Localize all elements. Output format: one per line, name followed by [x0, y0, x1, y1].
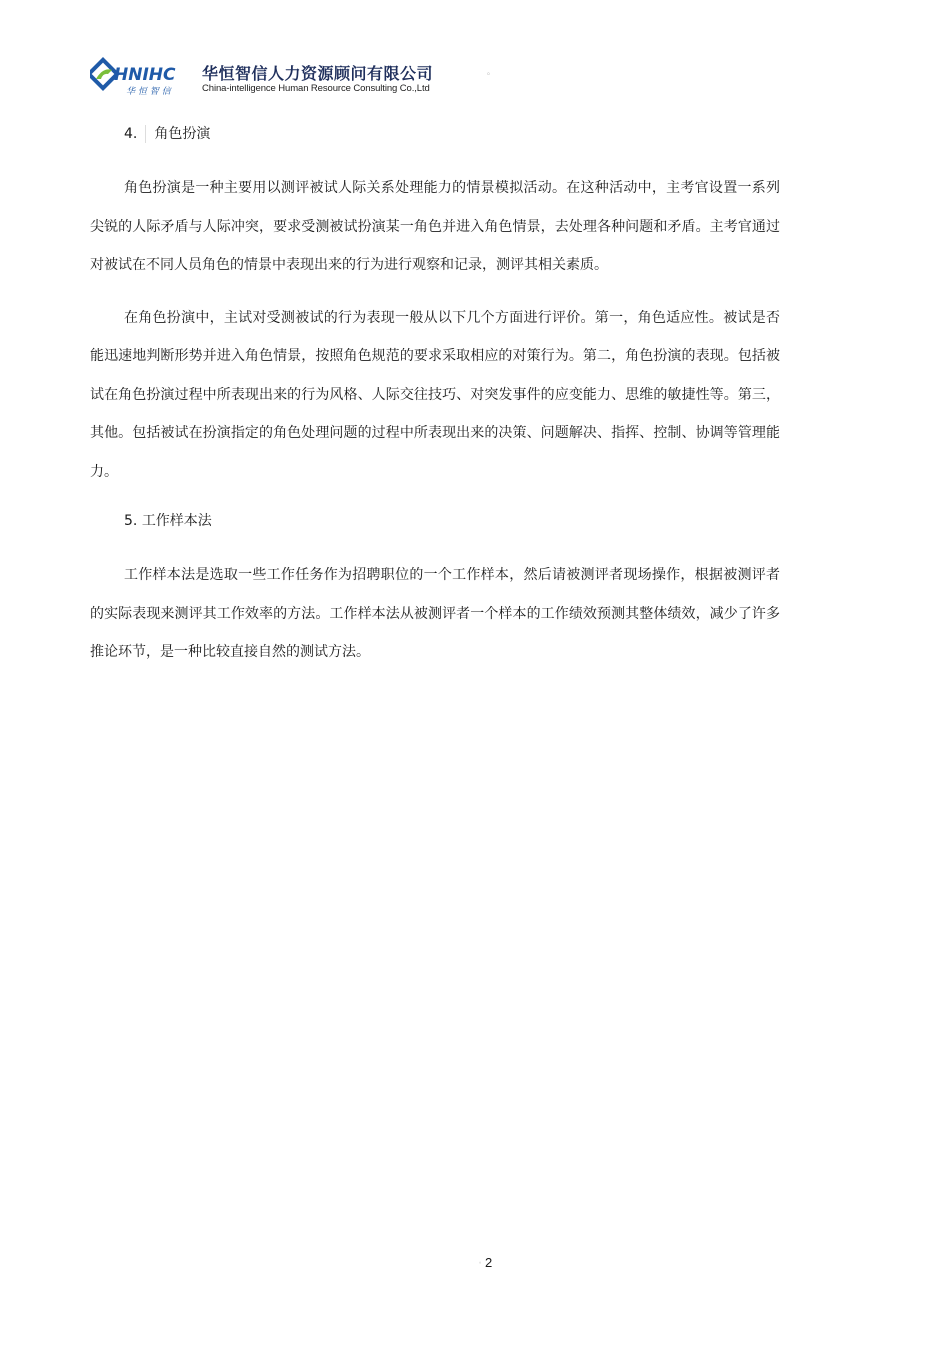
- company-logo-icon: [90, 57, 198, 99]
- document-body: [90, 118, 780, 672]
- company-name-cn: 华恒智信人力资源顾问有限公司: [202, 64, 434, 83]
- footer-mark: 。: [479, 1258, 486, 1265]
- page-header: [90, 57, 510, 99]
- section-number: 4.: [124, 125, 146, 143]
- paragraph: 工作样本法是选取一些工作任务作为招聘职位的一个工作样本，然后请被测评者现场操作，根据被测评者的实际表现来测评其工作效率的方法。工作样本法从被测评者一个样本的工作绩效预测其整体绩效，减少了许多推论环节，是一种比较直接自然的测试方法。: [90, 567, 780, 660]
- section-title: 角色扮演: [154, 126, 211, 142]
- logo-letters: HNIHC: [114, 65, 176, 85]
- section-heading-work-sample: [124, 505, 780, 537]
- section-title: 工作样本法: [141, 513, 212, 529]
- logo-subtitle: 华 恒 智 信: [126, 87, 171, 97]
- page-number: 2: [485, 1255, 493, 1270]
- paragraph: 在角色扮演中，主试对受测被试的行为表现一般从以下几个方面进行评价。第一，角色适应性。被试是否能迅速地判断形势并进入角色情景，按照角色规范的要求采取相应的对策行为。第二，角色扮演的表现。包括被试在角色扮演过程中所表现出来的行为风格、人际交往技巧、对突发事件的应变能力、思维的敏捷性等。第三，其他。包括被试在扮演指定的角色处理问题的过程中所表现出来的决策、问题解决、指挥、控制、协调等管理能力。: [90, 309, 780, 480]
- section-heading-role-play: [124, 118, 780, 150]
- company-name-en: China-intelligence Human Resource Consulting Co.,Ltd: [202, 83, 430, 94]
- header-mark: 。: [487, 67, 495, 76]
- paragraph: 角色扮演是一种主要用以测评被试人际关系处理能力的情景模拟活动。在这种活动中，主考官设置一系列尖锐的人际矛盾与人际冲突，要求受测被试扮演某一角色并进入角色情景，去处理各种问题和矛盾。主考官通过对被试在不同人员角色的情景中表现出来的行为进行观察和记录，测评其相关素质。: [90, 180, 780, 273]
- section-number: 5.: [124, 513, 138, 529]
